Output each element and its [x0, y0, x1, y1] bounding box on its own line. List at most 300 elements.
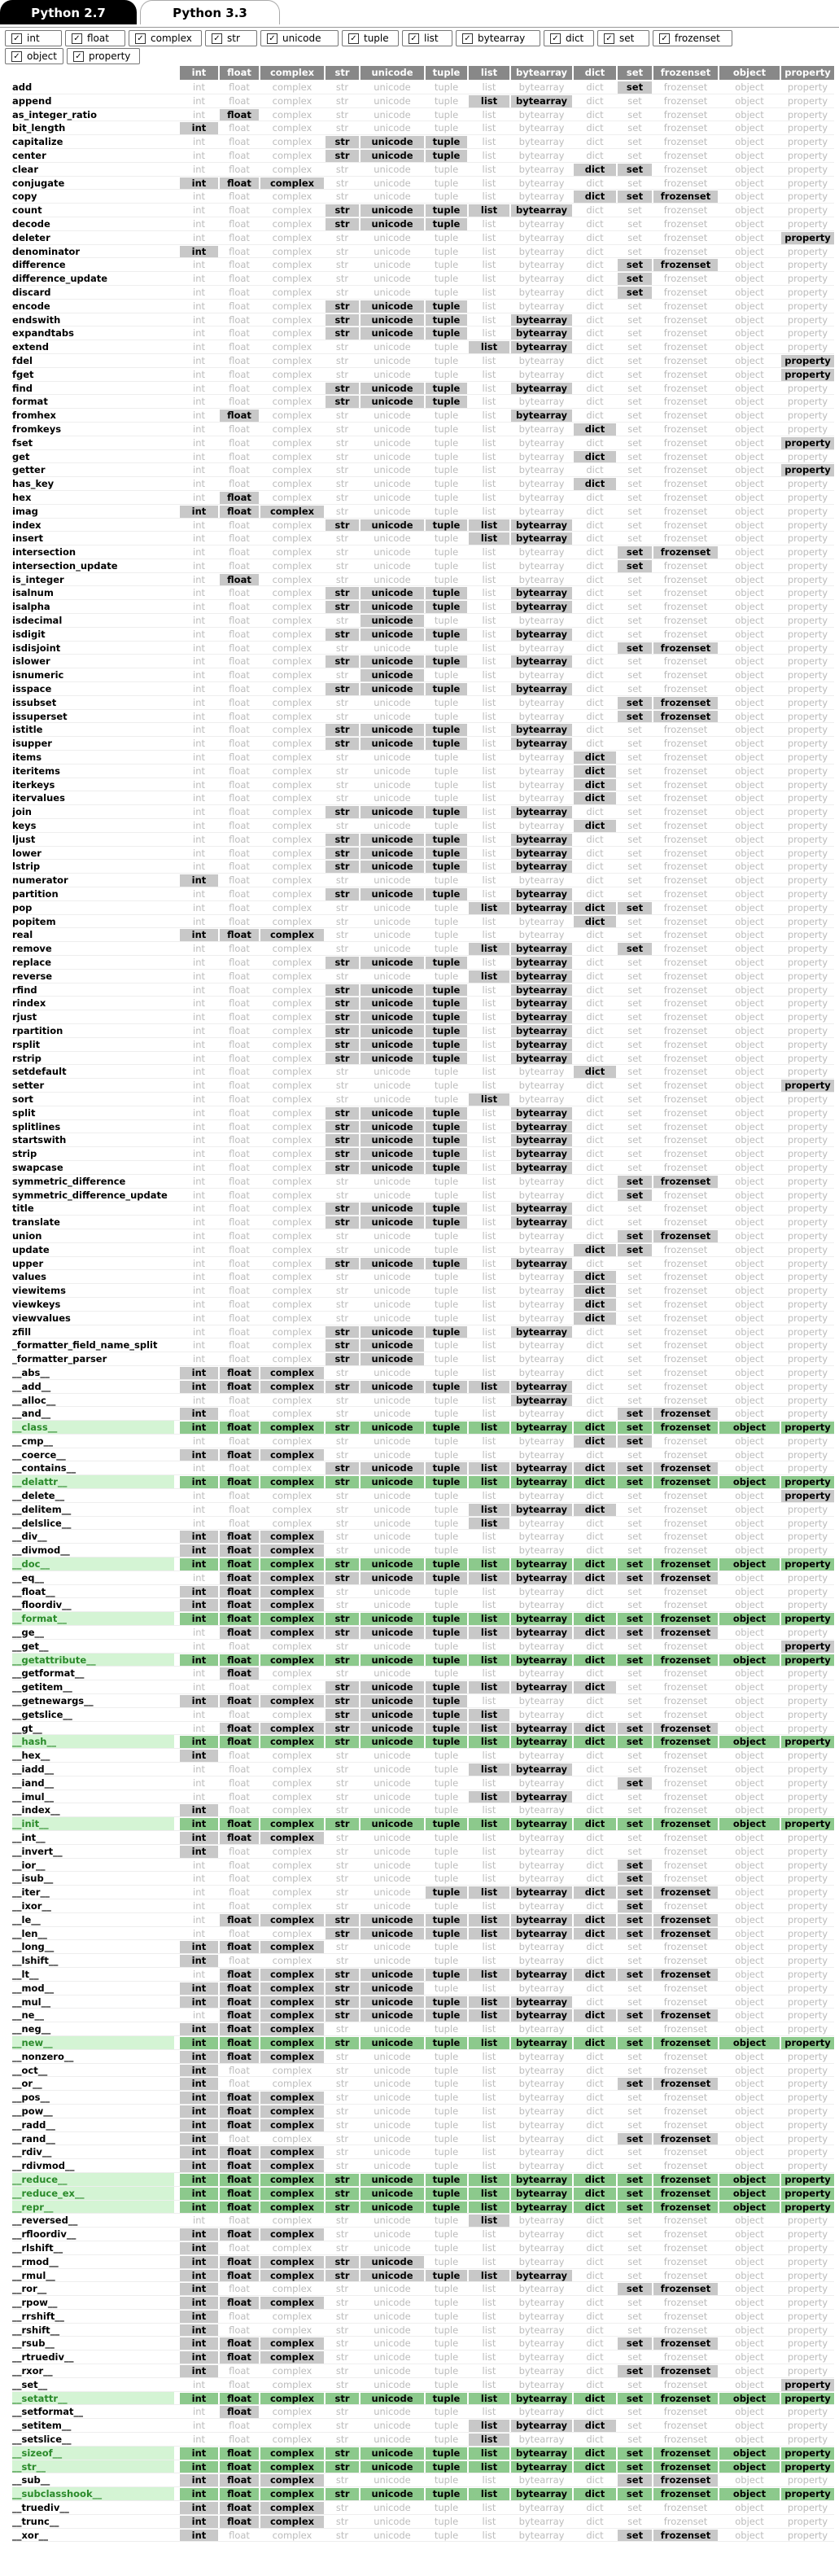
cell-property[interactable]: property [787, 546, 828, 559]
cell-object[interactable]: object [735, 423, 764, 435]
cell-property[interactable]: property [787, 2474, 828, 2486]
cell-complex[interactable]: complex [260, 2502, 324, 2514]
cell-dict[interactable]: dict [586, 710, 604, 722]
cell-str[interactable]: str [335, 1490, 349, 1502]
cell-property[interactable]: property [787, 642, 828, 654]
cell-list[interactable]: list [469, 1818, 509, 1830]
cell-dict[interactable]: dict [586, 382, 604, 394]
cell-property[interactable]: property [787, 861, 828, 873]
cell-int[interactable]: int [193, 204, 205, 217]
cell-float[interactable]: float [229, 1763, 250, 1776]
cell-bytearray[interactable]: bytearray [518, 1640, 565, 1652]
cell-unicode[interactable]: unicode [374, 559, 411, 572]
cell-bytearray[interactable]: bytearray [518, 1271, 565, 1283]
method-name[interactable]: __repr__ [12, 2201, 174, 2215]
cell-frozenset[interactable]: frozenset [663, 1011, 708, 1023]
cell-list[interactable]: list [482, 915, 496, 927]
cell-tuple[interactable]: tuple [434, 478, 459, 490]
cell-list[interactable]: list [482, 368, 496, 380]
cell-dict[interactable]: dict [586, 1708, 604, 1720]
cell-object[interactable]: object [735, 847, 764, 859]
cell-list[interactable]: list [482, 1024, 496, 1036]
cell-complex[interactable]: complex [272, 984, 312, 996]
cell-property[interactable]: property [787, 136, 828, 148]
cell-list[interactable]: list [469, 902, 509, 914]
cell-set[interactable]: set [627, 1066, 642, 1078]
cell-str[interactable]: str [335, 2215, 349, 2227]
cell-unicode[interactable]: unicode [361, 1107, 424, 1119]
cell-tuple[interactable]: tuple [434, 2420, 459, 2432]
cell-object[interactable]: object [719, 2201, 780, 2214]
cell-str[interactable]: str [335, 1312, 349, 1324]
method-name[interactable]: isalnum [12, 587, 54, 599]
cell-str[interactable]: str [326, 1258, 359, 1270]
cell-property[interactable]: property [787, 478, 828, 490]
cell-float[interactable]: float [229, 820, 250, 832]
cell-list[interactable]: list [482, 2474, 496, 2486]
cell-unicode[interactable]: unicode [361, 1681, 424, 1693]
cell-int[interactable]: int [193, 2406, 205, 2418]
cell-property[interactable]: property [787, 806, 828, 818]
cell-bytearray[interactable]: bytearray [518, 1899, 565, 1912]
cell-set[interactable]: set [627, 532, 642, 545]
cell-tuple[interactable]: tuple [426, 2461, 467, 2473]
cell-object[interactable]: object [735, 1571, 764, 1584]
cell-complex[interactable]: complex [260, 2146, 324, 2158]
cell-complex[interactable]: complex [260, 1531, 324, 1543]
cell-frozenset[interactable]: frozenset [663, 1640, 708, 1652]
cell-unicode[interactable]: unicode [361, 314, 424, 326]
cell-int[interactable]: int [193, 710, 205, 722]
cell-int[interactable]: int [193, 1339, 205, 1352]
cell-complex[interactable]: complex [272, 464, 312, 476]
method-name[interactable]: __rdivmod__ [12, 2160, 75, 2172]
cell-frozenset[interactable]: frozenset [663, 1708, 708, 1720]
cell-dict[interactable]: dict [586, 601, 604, 613]
cell-int[interactable]: int [193, 2420, 205, 2432]
cell-tuple[interactable]: tuple [434, 1490, 459, 1502]
cell-bytearray[interactable]: bytearray [511, 957, 572, 969]
cell-set[interactable]: set [618, 2283, 652, 2295]
cell-object[interactable]: object [735, 984, 764, 996]
cell-int[interactable]: int [193, 1148, 205, 1160]
cell-property[interactable]: property [781, 1736, 834, 1748]
cell-unicode[interactable]: unicode [374, 2310, 411, 2322]
cell-bytearray[interactable]: bytearray [518, 2064, 565, 2076]
cell-tuple[interactable]: tuple [434, 2105, 459, 2117]
cell-frozenset[interactable]: frozenset [663, 1353, 708, 1365]
cell-int[interactable]: int [180, 1422, 218, 1434]
cell-list[interactable]: list [482, 231, 496, 243]
cell-bytearray[interactable]: bytearray [511, 1504, 572, 1516]
cell-int[interactable]: int [180, 2393, 218, 2405]
cell-set[interactable]: set [618, 2393, 652, 2405]
cell-dict[interactable]: dict [586, 177, 604, 189]
cell-unicode[interactable]: unicode [374, 1750, 411, 1762]
cell-frozenset[interactable]: frozenset [663, 2064, 708, 2076]
cell-frozenset[interactable]: frozenset [663, 273, 708, 285]
cell-tuple[interactable]: tuple [434, 2283, 459, 2295]
cell-object[interactable]: object [735, 1285, 764, 1297]
cell-bytearray[interactable]: bytearray [518, 1859, 565, 1871]
cell-int[interactable]: int [180, 1381, 218, 1393]
cell-frozenset[interactable]: frozenset [663, 1599, 708, 1611]
cell-bytearray[interactable]: bytearray [511, 410, 572, 422]
cell-property[interactable]: property [787, 519, 828, 531]
cell-bytearray[interactable]: bytearray [511, 1462, 572, 1474]
cell-dict[interactable]: dict [586, 2078, 604, 2090]
cell-object[interactable]: object [735, 1271, 764, 1283]
cell-dict[interactable]: dict [574, 1299, 616, 1311]
cell-complex[interactable]: complex [272, 943, 312, 955]
cell-list[interactable]: list [469, 2447, 509, 2460]
cell-complex[interactable]: complex [272, 2132, 312, 2144]
cell-int[interactable]: int [180, 1586, 218, 1598]
cell-dict[interactable]: dict [586, 2378, 604, 2390]
cell-str[interactable]: str [335, 1175, 349, 1187]
method-name[interactable]: intersection [12, 546, 76, 559]
cell-list[interactable]: list [482, 1106, 496, 1119]
cell-tuple[interactable]: tuple [426, 2037, 467, 2049]
cell-object[interactable]: object [735, 1708, 764, 1720]
cell-object[interactable]: object [719, 1818, 780, 1830]
cell-set[interactable]: set [618, 1928, 652, 1940]
cell-int[interactable]: int [193, 1134, 205, 1146]
cell-tuple[interactable]: tuple [426, 1654, 467, 1667]
cell-int[interactable]: int [180, 2488, 218, 2500]
cell-object[interactable]: object [735, 122, 764, 134]
cell-float[interactable]: float [229, 628, 250, 640]
cell-list[interactable]: list [482, 2064, 496, 2076]
cell-dict[interactable]: dict [586, 655, 604, 668]
cell-str[interactable]: str [335, 915, 349, 927]
cell-list[interactable]: list [482, 1366, 496, 1378]
cell-tuple[interactable]: tuple [434, 1790, 459, 1803]
cell-set[interactable]: set [627, 2092, 642, 2104]
cell-int[interactable]: int [180, 2023, 218, 2035]
cell-frozenset[interactable]: frozenset [663, 2310, 708, 2322]
cell-tuple[interactable]: tuple [434, 1285, 459, 1297]
cell-dict[interactable]: dict [574, 2201, 616, 2214]
cell-bytearray[interactable]: bytearray [511, 1422, 572, 1434]
cell-bytearray[interactable]: bytearray [518, 2406, 565, 2418]
cell-frozenset[interactable]: frozenset [663, 1161, 708, 1173]
cell-str[interactable]: str [326, 2174, 359, 2186]
cell-property[interactable]: property [787, 833, 828, 845]
method-name[interactable]: __ne__ [12, 2009, 44, 2022]
cell-bytearray[interactable]: bytearray [511, 629, 572, 641]
cell-dict[interactable]: dict [586, 1490, 604, 1502]
cell-complex[interactable]: complex [260, 2393, 324, 2405]
cell-bytearray[interactable]: bytearray [518, 929, 565, 941]
cell-property[interactable]: property [781, 1490, 834, 1502]
cell-property[interactable]: property [787, 2502, 828, 2514]
cell-float[interactable]: float [229, 943, 250, 955]
cell-unicode[interactable]: unicode [361, 1627, 424, 1639]
cell-property[interactable]: property [787, 1271, 828, 1283]
cell-object[interactable]: object [735, 888, 764, 900]
cell-set[interactable]: set [627, 1093, 642, 1105]
cell-str[interactable]: str [335, 669, 349, 681]
cell-dict[interactable]: dict [574, 2174, 616, 2186]
cell-float[interactable]: float [220, 1381, 259, 1393]
cell-tuple[interactable]: tuple [434, 1750, 459, 1762]
cell-set[interactable]: set [618, 1422, 652, 1434]
cell-complex[interactable]: complex [272, 669, 312, 681]
cell-dict[interactable]: dict [586, 683, 604, 695]
cell-str[interactable]: str [335, 751, 349, 764]
cell-float[interactable]: float [220, 1367, 259, 1379]
cell-int[interactable]: int [180, 1613, 218, 1625]
cell-set[interactable]: set [618, 1176, 652, 1188]
cell-frozenset[interactable]: frozenset [663, 1394, 708, 1406]
method-name[interactable]: index [12, 519, 42, 531]
cell-float[interactable]: float [229, 2420, 250, 2432]
cell-set[interactable]: set [618, 1914, 652, 1926]
cell-complex[interactable]: complex [272, 1408, 312, 1420]
cell-complex[interactable]: complex [260, 2201, 324, 2214]
cell-frozenset[interactable]: frozenset [663, 943, 708, 955]
cell-bytearray[interactable]: bytearray [518, 2241, 565, 2254]
cell-bytearray[interactable]: bytearray [518, 1490, 565, 1502]
cell-tuple[interactable]: tuple [434, 1093, 459, 1105]
cell-int[interactable]: int [180, 1941, 218, 1953]
cell-bytearray[interactable]: bytearray [511, 1025, 572, 1037]
cell-set[interactable]: set [627, 1503, 642, 1515]
cell-property[interactable]: property [787, 1038, 828, 1050]
cell-dict[interactable]: dict [574, 423, 616, 436]
cell-int[interactable]: int [193, 1052, 205, 1064]
cell-bytearray[interactable]: bytearray [518, 1408, 565, 1420]
cell-list[interactable]: list [482, 573, 496, 585]
cell-complex[interactable]: complex [260, 1832, 324, 1844]
cell-list[interactable]: list [482, 327, 496, 340]
cell-str[interactable]: str [326, 1107, 359, 1119]
cell-complex[interactable]: complex [272, 601, 312, 613]
cell-object[interactable]: object [735, 245, 764, 257]
cell-list[interactable]: list [482, 2502, 496, 2514]
method-name[interactable]: __and__ [12, 1408, 51, 1420]
cell-str[interactable]: str [335, 1093, 349, 1105]
cell-tuple[interactable]: tuple [434, 2118, 459, 2131]
method-name[interactable]: __setformat__ [12, 2406, 83, 2418]
cell-str[interactable]: str [326, 2256, 359, 2268]
cell-property[interactable]: property [787, 1285, 828, 1297]
cell-unicode[interactable]: unicode [361, 300, 424, 313]
cell-object[interactable]: object [735, 2420, 764, 2432]
cell-float[interactable]: float [220, 2488, 259, 2500]
method-name[interactable]: rstrip [12, 1052, 42, 1064]
cell-property[interactable]: property [781, 2037, 834, 2049]
cell-float[interactable]: float [229, 1790, 250, 1803]
cell-list[interactable]: list [469, 95, 509, 107]
cell-str[interactable]: str [335, 478, 349, 490]
method-name[interactable]: __float__ [12, 1585, 55, 1597]
cell-tuple[interactable]: tuple [434, 1599, 459, 1611]
method-name[interactable]: __iadd__ [12, 1763, 55, 1776]
method-name[interactable]: lower [12, 847, 42, 859]
cell-str[interactable]: str [335, 2515, 349, 2527]
cell-str[interactable]: str [326, 314, 359, 326]
cell-int[interactable]: int [180, 1449, 218, 1461]
cell-list[interactable]: list [482, 1038, 496, 1050]
cell-object[interactable]: object [735, 2378, 764, 2390]
cell-dict[interactable]: dict [586, 1776, 604, 1789]
cell-object[interactable]: object [735, 764, 764, 777]
cell-tuple[interactable]: tuple [434, 751, 459, 764]
cell-set[interactable]: set [618, 81, 652, 94]
cell-tuple[interactable]: tuple [426, 1928, 467, 1940]
cell-set[interactable]: set [618, 1435, 652, 1448]
cell-frozenset[interactable]: frozenset [663, 2420, 708, 2432]
cell-dict[interactable]: dict [586, 313, 604, 326]
cell-float[interactable]: float [229, 1490, 250, 1502]
cell-object[interactable]: object [735, 259, 764, 271]
cell-bytearray[interactable]: bytearray [518, 751, 565, 764]
cell-dict[interactable]: dict [586, 615, 604, 627]
cell-unicode[interactable]: unicode [374, 2215, 411, 2227]
cell-bytearray[interactable]: bytearray [518, 2283, 565, 2295]
cell-dict[interactable]: dict [586, 957, 604, 968]
cell-complex[interactable]: complex [260, 1914, 324, 1926]
cell-str[interactable]: str [326, 1654, 359, 1667]
cell-bytearray[interactable]: bytearray [511, 655, 572, 668]
cell-list[interactable]: list [469, 1422, 509, 1434]
cell-tuple[interactable]: tuple [426, 327, 467, 340]
cell-unicode[interactable]: unicode [374, 2228, 411, 2241]
cell-dict[interactable]: dict [586, 559, 604, 572]
cell-tuple[interactable]: tuple [434, 915, 459, 927]
cell-float[interactable]: float [229, 2064, 250, 2076]
cell-property[interactable]: property [787, 1517, 828, 1529]
cell-dict[interactable]: dict [586, 1899, 604, 1912]
cell-complex[interactable]: complex [260, 1723, 324, 1735]
cell-complex[interactable]: complex [272, 396, 312, 408]
cell-set[interactable]: set [618, 642, 652, 655]
cell-bytearray[interactable]: bytearray [518, 2146, 565, 2158]
cell-complex[interactable]: complex [272, 2420, 312, 2432]
cell-float[interactable]: float [220, 1531, 259, 1543]
cell-property[interactable]: property [787, 601, 828, 613]
cell-unicode[interactable]: unicode [361, 519, 424, 532]
cell-list[interactable]: list [469, 2215, 509, 2227]
cell-dict[interactable]: dict [574, 2188, 616, 2200]
cell-int[interactable]: int [193, 81, 205, 93]
cell-object[interactable]: object [735, 615, 764, 627]
cell-dict[interactable]: dict [586, 1380, 604, 1392]
cell-dict[interactable]: dict [586, 1189, 604, 1201]
cell-list[interactable]: list [469, 2420, 509, 2432]
cell-property[interactable]: property [787, 122, 828, 134]
cell-float[interactable]: float [229, 710, 250, 722]
cell-float[interactable]: float [220, 2146, 259, 2158]
cell-int[interactable]: int [193, 1763, 205, 1776]
method-name[interactable]: __hex__ [12, 1750, 50, 1762]
cell-str[interactable]: str [326, 1203, 359, 1215]
cell-object[interactable]: object [735, 2351, 764, 2364]
cell-int[interactable]: int [180, 2351, 218, 2364]
cell-object[interactable]: object [719, 2188, 780, 2200]
cell-dict[interactable]: dict [586, 259, 604, 271]
cell-tuple[interactable]: tuple [434, 2337, 459, 2350]
method-name[interactable]: __coerce__ [12, 1448, 66, 1461]
cell-float[interactable]: float [229, 286, 250, 298]
cell-int[interactable]: int [193, 1394, 205, 1406]
cell-property[interactable]: property [787, 245, 828, 257]
cell-bytearray[interactable]: bytearray [511, 2461, 572, 2473]
cell-tuple[interactable]: tuple [426, 724, 467, 736]
method-name[interactable]: __pos__ [12, 2092, 50, 2104]
cell-float[interactable]: float [220, 1818, 259, 1830]
cell-tuple[interactable]: tuple [426, 1039, 467, 1051]
cell-unicode[interactable]: unicode [374, 820, 411, 832]
cell-unicode[interactable]: unicode [374, 710, 411, 722]
cell-dict[interactable]: dict [586, 2160, 604, 2172]
cell-unicode[interactable]: unicode [374, 970, 411, 982]
cell-bytearray[interactable]: bytearray [518, 1298, 565, 1310]
cell-float[interactable]: float [229, 1229, 250, 1242]
cell-float[interactable]: float [229, 464, 250, 476]
cell-property[interactable]: property [787, 1175, 828, 1187]
cell-set[interactable]: set [627, 929, 642, 941]
column-header-str[interactable]: str [326, 66, 359, 80]
cell-unicode[interactable]: unicode [361, 1148, 424, 1160]
cell-list[interactable]: list [482, 2515, 496, 2527]
cell-tuple[interactable]: tuple [426, 1709, 467, 1721]
cell-int[interactable]: int [193, 751, 205, 764]
cell-int[interactable]: int [193, 1503, 205, 1515]
cell-set[interactable]: set [618, 2174, 652, 2186]
cell-set[interactable]: set [627, 2406, 642, 2418]
cell-frozenset[interactable]: frozenset [663, 1339, 708, 1352]
cell-object[interactable]: object [735, 1517, 764, 1529]
cell-complex[interactable]: complex [260, 1818, 324, 1830]
cell-unicode[interactable]: unicode [374, 1776, 411, 1789]
cell-set[interactable]: set [627, 177, 642, 189]
cell-list[interactable]: list [482, 273, 496, 285]
cell-frozenset[interactable]: frozenset [663, 491, 708, 503]
cell-unicode[interactable]: unicode [374, 1408, 411, 1420]
cell-object[interactable]: object [735, 806, 764, 818]
cell-frozenset[interactable]: frozenset [653, 2337, 718, 2350]
cell-set[interactable]: set [627, 1271, 642, 1283]
cell-frozenset[interactable]: frozenset [653, 2461, 718, 2473]
method-name[interactable]: union [12, 1229, 42, 1242]
cell-unicode[interactable]: unicode [361, 1654, 424, 1667]
cell-unicode[interactable]: unicode [361, 738, 424, 750]
cell-dict[interactable]: dict [586, 136, 604, 148]
cell-tuple[interactable]: tuple [434, 1229, 459, 1242]
cell-frozenset[interactable]: frozenset [663, 1955, 708, 1967]
method-name[interactable]: __int__ [12, 1832, 46, 1843]
cell-frozenset[interactable]: frozenset [663, 423, 708, 435]
cell-list[interactable]: list [469, 1928, 509, 1940]
cell-list[interactable]: list [469, 2488, 509, 2500]
cell-unicode[interactable]: unicode [361, 1381, 424, 1393]
cell-object[interactable]: object [735, 1763, 764, 1776]
cell-str[interactable]: str [335, 2310, 349, 2322]
cell-str[interactable]: str [335, 286, 349, 298]
cell-dict[interactable]: dict [586, 1080, 604, 1092]
method-name[interactable]: __invert__ [12, 1845, 63, 1857]
cell-frozenset[interactable]: frozenset [653, 1230, 718, 1242]
cell-complex[interactable]: complex [272, 1353, 312, 1365]
cell-frozenset[interactable]: frozenset [663, 929, 708, 941]
cell-complex[interactable]: complex [272, 217, 312, 230]
cell-int[interactable]: int [193, 1243, 205, 1255]
cell-int[interactable]: int [193, 1667, 205, 1680]
cell-object[interactable]: object [735, 2365, 764, 2377]
